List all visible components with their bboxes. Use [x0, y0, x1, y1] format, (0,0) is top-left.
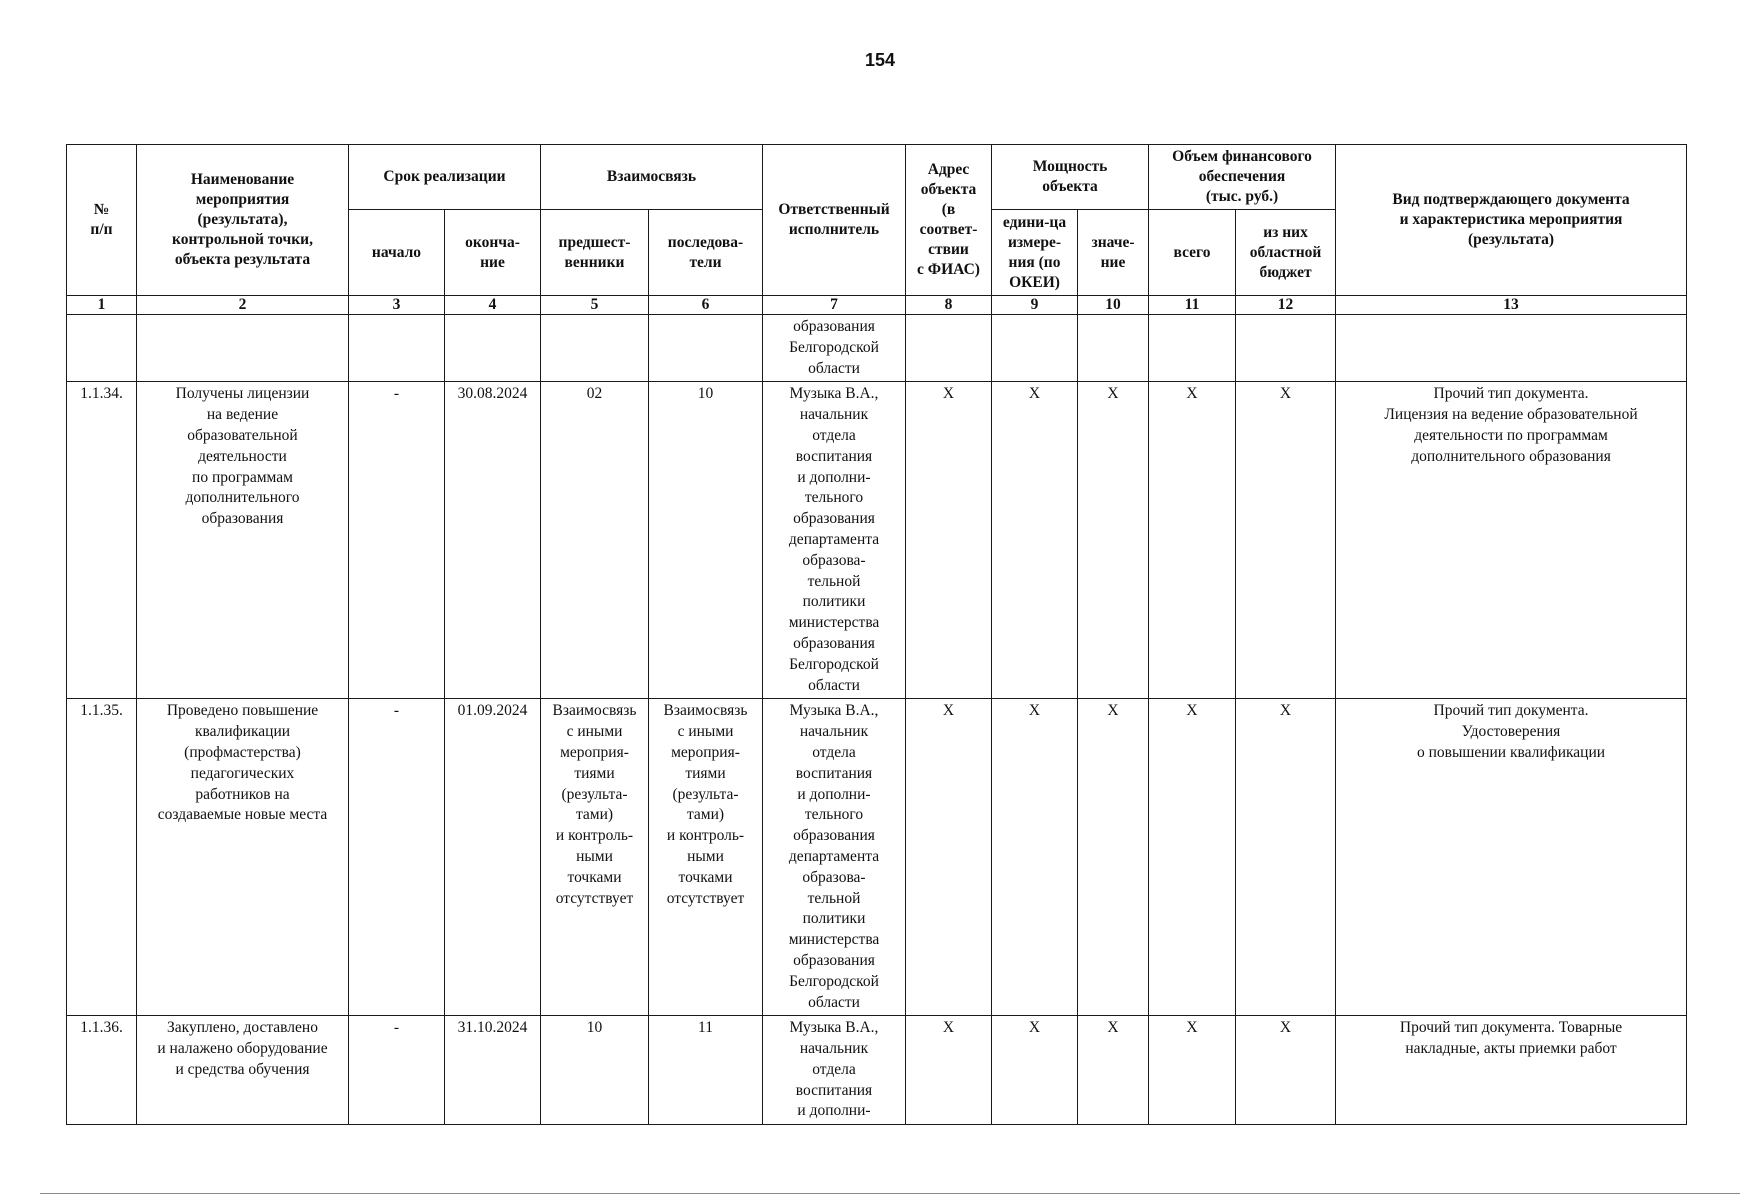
- cell-end: 31.10.2024: [445, 1016, 541, 1125]
- scan-edge-line: [40, 1193, 1740, 1194]
- header-num: № п/п: [67, 145, 137, 296]
- column-number: 3: [349, 296, 445, 315]
- cell-address: X: [906, 382, 992, 699]
- cell-end: [445, 315, 541, 382]
- cell-regional: X: [1236, 382, 1336, 699]
- cell-address: [906, 315, 992, 382]
- cell-prev: 10: [541, 1016, 649, 1125]
- column-number: 11: [1149, 296, 1236, 315]
- cell-doc: [1336, 315, 1687, 382]
- column-number: 4: [445, 296, 541, 315]
- cell-next: 11: [649, 1016, 763, 1125]
- cell-responsible: Музыка В.А., начальник отдела воспитания и дополни- тельного образования департамента образова- тельной политики министерства образования Белгородской области: [763, 382, 906, 699]
- column-number: 10: [1078, 296, 1149, 315]
- column-number: 6: [649, 296, 763, 315]
- header-responsible: Ответственный исполнитель: [763, 145, 906, 296]
- cell-start: [349, 315, 445, 382]
- cell-regional: X: [1236, 699, 1336, 1016]
- column-numbers-row: [67, 296, 1687, 315]
- cell-regional: [1236, 315, 1336, 382]
- column-number: 12: [1236, 296, 1336, 315]
- cell-end: 01.09.2024: [445, 699, 541, 1016]
- header-finance-total: всего: [1149, 210, 1236, 296]
- cell-value: X: [1078, 382, 1149, 699]
- table-row: [67, 382, 1687, 699]
- cell-prev: Взаимосвязь с иными мероприя- тиями (результа- тами) и контроль- ными точками отсутствует: [541, 699, 649, 1016]
- header-term: Срок реализации: [349, 145, 541, 210]
- header-relation: Взаимосвязь: [541, 145, 763, 210]
- cell-total: X: [1149, 1016, 1236, 1125]
- cell-doc: Прочий тип документа. Лицензия на ведение образовательной деятельности по программам дополнительного образования: [1336, 382, 1687, 699]
- events-table: [66, 144, 1687, 1125]
- cell-next: Взаимосвязь с иными мероприя- тиями (результа- тами) и контроль- ными точками отсутствует: [649, 699, 763, 1016]
- table-row: [67, 1016, 1687, 1125]
- header-relation-prev: предшест- венники: [541, 210, 649, 296]
- cell-address: X: [906, 699, 992, 1016]
- header-capacity-unit: едини-ца измере- ния (по ОКЕИ): [992, 210, 1078, 296]
- table-row: [67, 699, 1687, 1016]
- cell-start: -: [349, 382, 445, 699]
- table-header: [67, 145, 1687, 315]
- header-term-end: оконча- ние: [445, 210, 541, 296]
- cell-address: X: [906, 1016, 992, 1125]
- cell-unit: X: [992, 382, 1078, 699]
- cell-responsible: Музыка В.А., начальник отдела воспитания и дополни- тельного образования департамента образова- тельной политики министерства образования Белгородской области: [763, 699, 906, 1016]
- cell-num: [67, 315, 137, 382]
- cell-prev: [541, 315, 649, 382]
- header-doc: Вид подтверждающего документа и характеристика мероприятия (результата): [1336, 145, 1687, 296]
- cell-regional: X: [1236, 1016, 1336, 1125]
- cell-next: 10: [649, 382, 763, 699]
- header-term-start: начало: [349, 210, 445, 296]
- cell-next: [649, 315, 763, 382]
- column-number: 1: [67, 296, 137, 315]
- cell-start: -: [349, 699, 445, 1016]
- cell-start: -: [349, 1016, 445, 1125]
- header-address: Адрес объекта (в соответ- ствии с ФИАС): [906, 145, 992, 296]
- column-number: 8: [906, 296, 992, 315]
- cell-end: 30.08.2024: [445, 382, 541, 699]
- column-number: 7: [763, 296, 906, 315]
- column-number: 9: [992, 296, 1078, 315]
- cell-unit: [992, 315, 1078, 382]
- cell-unit: X: [992, 1016, 1078, 1125]
- cell-num: 1.1.34.: [67, 382, 137, 699]
- header-name: Наименование мероприятия (результата), контрольной точки, объекта результата: [137, 145, 349, 296]
- cell-total: X: [1149, 382, 1236, 699]
- cell-value: [1078, 315, 1149, 382]
- cell-name: Получены лицензии на ведение образовательной деятельности по программам дополнительного образования: [137, 382, 349, 699]
- header-capacity: Мощность объекта: [992, 145, 1149, 210]
- cell-responsible: Музыка В.А., начальник отдела воспитания и дополни-: [763, 1016, 906, 1125]
- cell-name: Проведено повышение квалификации (профмастерства) педагогических работников на создаваемые новые места: [137, 699, 349, 1016]
- cell-unit: X: [992, 699, 1078, 1016]
- header-capacity-value: значе- ние: [1078, 210, 1149, 296]
- cell-num: 1.1.35.: [67, 699, 137, 1016]
- column-number: 2: [137, 296, 349, 315]
- cell-value: X: [1078, 1016, 1149, 1125]
- cell-doc: Прочий тип документа. Удостоверения о повышении квалификации: [1336, 699, 1687, 1016]
- cell-responsible: образования Белгородской области: [763, 315, 906, 382]
- column-number: 13: [1336, 296, 1687, 315]
- cell-total: [1149, 315, 1236, 382]
- cell-name: Закуплено, доставлено и налажено оборудование и средства обучения: [137, 1016, 349, 1125]
- page-number: 154: [864, 50, 896, 70]
- cell-num: 1.1.36.: [67, 1016, 137, 1125]
- column-number: 5: [541, 296, 649, 315]
- table-row: [67, 315, 1687, 382]
- header-finance-regional: из них областной бюджет: [1236, 210, 1336, 296]
- cell-value: X: [1078, 699, 1149, 1016]
- header-relation-next: последова- тели: [649, 210, 763, 296]
- cell-prev: 02: [541, 382, 649, 699]
- cell-doc: Прочий тип документа. Товарные накладные, акты приемки работ: [1336, 1016, 1687, 1125]
- header-finance: Объем финансового обеспечения (тыс. руб.): [1149, 145, 1336, 210]
- cell-name: [137, 315, 349, 382]
- cell-total: X: [1149, 699, 1236, 1016]
